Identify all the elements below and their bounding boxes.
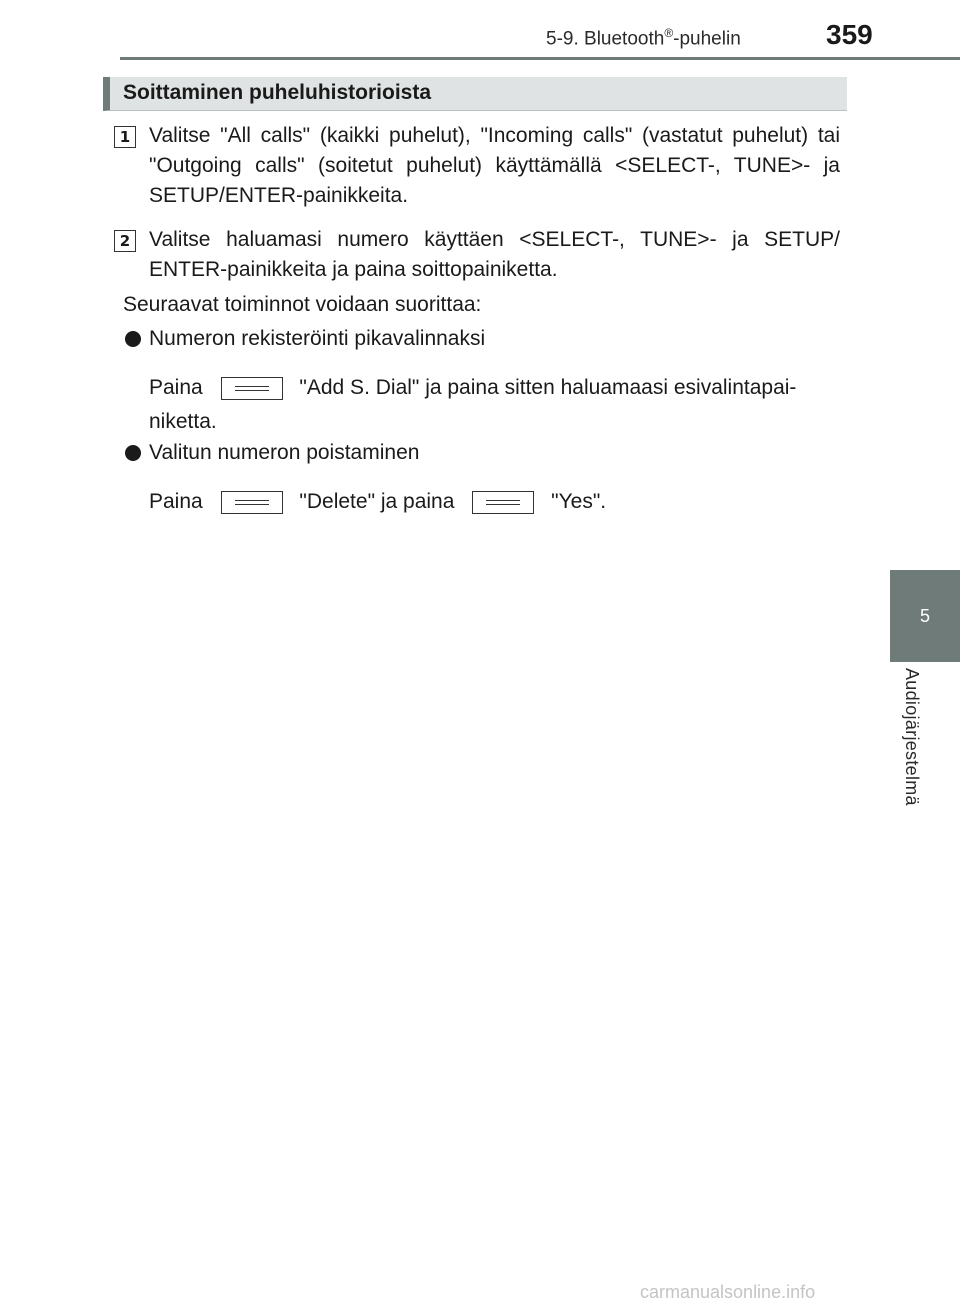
step-number-1: 1 <box>114 126 136 148</box>
menu-button-icon <box>472 491 534 514</box>
page-header <box>0 0 960 64</box>
section-heading <box>103 77 847 111</box>
chapter-section-title: 5-9. Bluetooth®-puhelin <box>546 26 741 50</box>
chapter-tab-label: Audiojärjestelmä <box>902 668 922 806</box>
function-instruction-1 <box>149 373 796 403</box>
instruction-prefix: Paina <box>149 490 203 513</box>
step-number-2: 2 <box>114 230 136 252</box>
section-heading-text: Soittaminen puheluhistorioista <box>123 81 432 104</box>
menu-button-icon <box>221 377 283 400</box>
function-instruction-1-cont: niketta. <box>149 410 217 433</box>
instruction-text: "Delete" ja paina <box>299 490 455 513</box>
bullet-icon <box>125 331 141 347</box>
function-title-2: Valitun numeron poistaminen <box>149 441 420 464</box>
instruction-text: "Yes". <box>551 490 607 513</box>
function-title-1: Numeron rekisteröinti pikavalinnaksi <box>149 327 486 350</box>
functions-intro: Seuraavat toiminnot voidaan suorittaa: <box>123 293 482 316</box>
bullet-icon <box>125 445 141 461</box>
instruction-prefix: Paina <box>149 376 203 399</box>
watermark: carmanualsonline.info <box>640 1282 816 1302</box>
step-text-2: Valitse haluamasi numero käyttäen <SELECT-, TUNE>- ja SETUP/ ENTER-painikkeita ja paina soittopainiketta. <box>149 228 840 281</box>
instruction-text: "Add S. Dial" ja paina sitten haluamaasi esivalintapai- <box>299 376 797 399</box>
step-text-1: Valitse "All calls" (kaikki puhelut), "Incoming calls" (vastatut puhelut) tai "Outgoing calls" (soitetut puhelut) käyttämällä <SELECT-, TUNE>- ja SETUP/ENTER-painikkeita. <box>149 124 840 207</box>
chapter-tab: 5 <box>890 570 960 662</box>
menu-button-icon <box>221 491 283 514</box>
header-divider <box>120 57 960 60</box>
page-number: 359 <box>826 19 873 50</box>
function-instruction-2 <box>149 487 606 517</box>
